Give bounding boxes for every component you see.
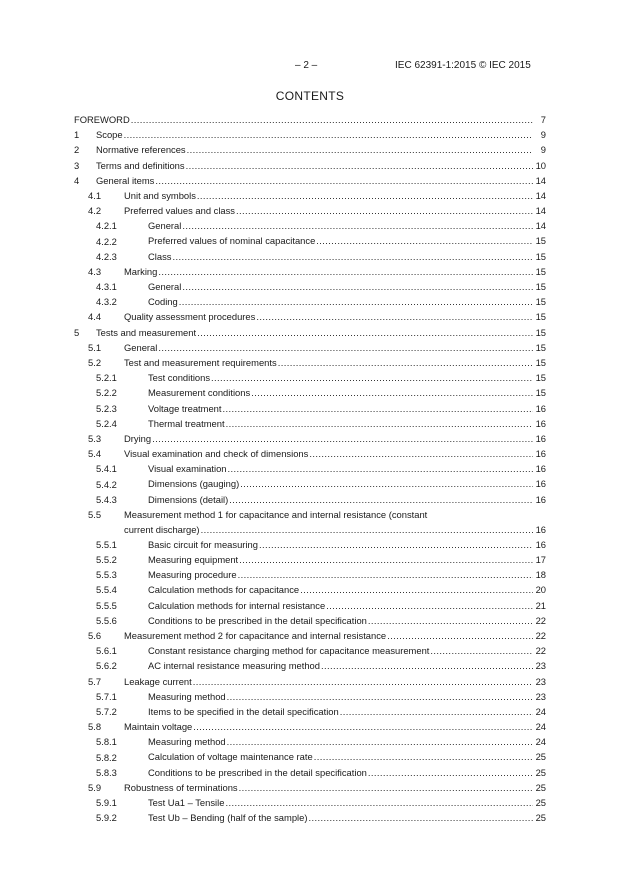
toc-entry-number: 1 <box>74 129 80 141</box>
toc-entry-page: 15 <box>535 265 546 277</box>
toc-entry-number: 5.7.1 <box>96 690 117 702</box>
dot-leader <box>158 340 533 355</box>
dot-leader <box>239 780 533 795</box>
toc-entry-number: 4.3 <box>88 265 102 277</box>
toc-entry[interactable] <box>74 294 546 309</box>
dot-leader <box>236 203 533 218</box>
dot-leader <box>238 567 533 582</box>
toc-entry-page: 15 <box>535 356 546 368</box>
toc-entry[interactable] <box>74 234 546 249</box>
toc-entry[interactable] <box>74 158 546 173</box>
toc-entry-label: Unit and symbols <box>124 189 196 201</box>
toc-entry-label: Thermal treatment <box>148 417 225 429</box>
toc-entry-label: Voltage treatment <box>148 402 222 414</box>
toc-entry-page: 9 <box>540 129 546 141</box>
toc-entry-label: Measuring equipment <box>148 554 239 566</box>
dot-leader <box>387 628 533 643</box>
toc-entry-number: 5.4.3 <box>96 493 117 505</box>
toc-entry-page: 16 <box>535 478 546 490</box>
toc-entry[interactable] <box>74 401 546 416</box>
toc-entry-label: Measuring procedure <box>148 569 237 581</box>
toc-entry-label: Test Ub – Bending (half of the sample) <box>148 812 308 824</box>
toc-entry-number: 4.3.2 <box>96 296 117 308</box>
toc-entry[interactable] <box>74 218 546 233</box>
toc-entry-page: 15 <box>535 372 546 384</box>
toc-entry-number: 5.5.4 <box>96 584 117 596</box>
toc-entry[interactable] <box>74 416 546 431</box>
toc-entry-number: 5.5.6 <box>96 614 117 626</box>
toc-entry-label: Dimensions (gauging) <box>148 478 240 490</box>
toc-entry-label: Conditions to be prescribed in the detail specification <box>148 766 367 778</box>
toc-entry-page: 17 <box>535 554 546 566</box>
toc-entry-page: 15 <box>535 296 546 308</box>
toc-entry-label: Measuring method <box>148 736 226 748</box>
dot-leader <box>228 461 533 476</box>
toc-entry-number: 5.2.3 <box>96 402 117 414</box>
dot-leader <box>278 355 533 370</box>
toc-entry-label: Basic circuit for measuring <box>148 538 258 550</box>
toc-entry-page: 25 <box>535 766 546 778</box>
dot-leader <box>131 112 533 127</box>
toc-entry[interactable] <box>74 355 546 370</box>
document-reference: IEC 62391-1:2015 © IEC 2015 <box>395 60 531 71</box>
toc-entry-number: 4.2.1 <box>96 220 117 232</box>
toc-entry-label: Constant resistance charging method for capacitance measurement <box>148 645 430 657</box>
toc-entry-label: Measuring method <box>148 690 226 702</box>
dot-leader <box>172 249 533 264</box>
toc-entry-label: Conditions to be prescribed in the detail specification <box>148 614 367 626</box>
toc-entry-number: 5.5 <box>88 508 102 520</box>
toc-entry-number: 5.6 <box>88 630 102 641</box>
toc-entry-label: Normative references <box>96 144 186 156</box>
toc-entry-label: Calculation of voltage maintenance rate <box>148 751 313 763</box>
toc-entry[interactable] <box>74 264 546 279</box>
toc-entry-label: Scope <box>96 129 123 141</box>
dot-leader <box>182 218 533 233</box>
toc-entry-page: 15 <box>535 235 546 247</box>
toc-entry-label: Maintain voltage <box>124 721 193 733</box>
toc-entry[interactable] <box>74 643 546 658</box>
toc-entry[interactable] <box>74 188 546 203</box>
dot-leader <box>256 309 533 324</box>
toc-entry-page: 15 <box>535 341 546 353</box>
toc-entry[interactable] <box>74 765 546 780</box>
dot-leader <box>201 522 533 537</box>
toc-entry-page: 16 <box>535 417 546 429</box>
toc-entry-page: 25 <box>535 797 546 809</box>
toc-entry-page: 24 <box>535 705 546 717</box>
toc-entry-number: 4.2.3 <box>96 250 117 262</box>
dot-leader <box>222 401 533 416</box>
toc-entry-page: 20 <box>535 584 546 596</box>
toc-entry-number: 5.5.1 <box>96 538 117 550</box>
toc-entry[interactable] <box>74 112 546 127</box>
dot-leader <box>308 810 533 825</box>
toc-entry-number: 5.6.2 <box>96 660 117 672</box>
toc-entry-number: 5.9 <box>88 781 102 793</box>
toc-entry-page: 15 <box>535 326 546 338</box>
toc-entry[interactable] <box>74 582 546 597</box>
toc-entry-label: Leakage current <box>124 675 192 687</box>
toc-entry[interactable] <box>74 704 546 719</box>
toc-entry-page: 16 <box>535 432 546 444</box>
toc-entry[interactable] <box>74 173 546 188</box>
toc-entry[interactable] <box>74 340 546 355</box>
toc-entry-number: 5.4.2 <box>96 478 117 490</box>
dot-leader <box>251 385 533 400</box>
toc-entry-page: 22 <box>535 645 546 657</box>
toc-entry-page: 22 <box>535 614 546 626</box>
dot-leader <box>227 734 533 749</box>
toc-entry-label: Items to be specified in the detail specification <box>148 705 339 717</box>
toc-entry-label: Test Ua1 – Tensile <box>148 797 225 809</box>
dot-leader <box>197 188 533 203</box>
toc-entry[interactable] <box>74 203 546 218</box>
toc-entry-page: 14 <box>535 174 546 186</box>
dot-leader <box>155 173 533 188</box>
toc-entry-number: 5.8.2 <box>96 751 117 763</box>
toc-entry[interactable] <box>74 734 546 749</box>
toc-entry-label: Measurement conditions <box>148 387 251 399</box>
toc-entry-page: 23 <box>535 690 546 702</box>
toc-entry[interactable] <box>74 780 546 795</box>
toc-entry[interactable] <box>74 142 546 157</box>
toc-entry-number: 5.8.1 <box>96 736 117 748</box>
toc-entry[interactable] <box>74 810 546 825</box>
toc-entry-label: AC internal resistance measuring method <box>148 660 320 672</box>
toc-entry-number: 5.4 <box>88 448 102 460</box>
toc-entry-number: 5.2.4 <box>96 417 117 429</box>
toc-entry-label: Robustness of terminations <box>124 781 238 793</box>
toc-entry-page: 25 <box>535 781 546 793</box>
dot-leader <box>193 674 533 689</box>
toc-entry-page: 23 <box>535 660 546 672</box>
toc-entry-label: Quality assessment procedures <box>124 311 256 323</box>
toc-entry-page: 14 <box>535 189 546 201</box>
toc-entry-page: 15 <box>535 387 546 399</box>
table-of-contents <box>74 112 546 825</box>
dot-leader <box>239 552 533 567</box>
toc-entry-label: Calculation methods for internal resistance <box>148 599 326 611</box>
toc-entry[interactable] <box>74 370 546 385</box>
toc-entry[interactable] <box>74 446 546 461</box>
toc-entry[interactable] <box>74 385 546 400</box>
toc-entry-number: 5.3 <box>88 432 102 444</box>
toc-entry[interactable] <box>74 689 546 704</box>
toc-entry-number: 5.2.1 <box>96 372 117 384</box>
toc-entry-number: 5.9.1 <box>96 797 117 809</box>
toc-entry-label: General <box>148 281 182 293</box>
page-number: – 2 – <box>295 60 318 71</box>
toc-entry-label: Marking <box>124 265 158 277</box>
toc-entry[interactable] <box>74 279 546 294</box>
toc-entry[interactable] <box>74 537 546 552</box>
toc-entry-label: General <box>124 341 158 353</box>
toc-entry-label: Visual examination and check of dimensions <box>124 448 309 460</box>
toc-entry-label: Coding <box>148 296 178 308</box>
toc-entry-page: 21 <box>535 599 546 611</box>
toc-entry-page: 16 <box>535 523 546 535</box>
toc-entry-page: 16 <box>535 463 546 475</box>
dot-leader <box>340 704 533 719</box>
toc-entry[interactable] <box>74 431 546 446</box>
toc-entry-page: 25 <box>535 812 546 824</box>
toc-entry-label: FOREWORD <box>74 113 130 125</box>
toc-entry-number: 5.5.5 <box>96 599 117 611</box>
toc-entry-number: 2 <box>74 144 80 156</box>
toc-entry-label: Calculation methods for capacitance <box>148 584 300 596</box>
toc-entry[interactable] <box>74 750 546 765</box>
toc-entry[interactable] <box>74 507 546 537</box>
toc-entry-page: 16 <box>535 448 546 460</box>
toc-entry-page: 15 <box>535 250 546 262</box>
toc-entry[interactable] <box>74 658 546 673</box>
dot-leader <box>186 158 533 173</box>
toc-entry[interactable] <box>74 628 546 643</box>
toc-entry[interactable] <box>74 674 546 689</box>
toc-entry-label: General <box>148 220 182 232</box>
toc-entry-number: 4 <box>74 174 80 186</box>
dot-leader <box>211 370 533 385</box>
toc-entry-page: 24 <box>535 736 546 748</box>
toc-entry-number: 4.2.2 <box>96 235 117 247</box>
toc-entry[interactable] <box>74 567 546 582</box>
toc-entry-label: Test conditions <box>148 372 211 384</box>
dot-leader <box>158 264 533 279</box>
toc-entry-number: 3 <box>74 159 80 171</box>
toc-entry-number: 5.6.1 <box>96 645 117 657</box>
dot-leader <box>326 598 533 613</box>
toc-entry[interactable] <box>74 719 546 734</box>
toc-entry-number: 5.9.2 <box>96 812 117 824</box>
toc-entry-label: General items <box>96 174 155 186</box>
toc-entry-page: 16 <box>535 538 546 550</box>
toc-entry[interactable] <box>74 552 546 567</box>
dot-leader <box>197 325 533 340</box>
toc-entry-page: 14 <box>535 220 546 232</box>
toc-entry-label: Dimensions (detail) <box>148 493 229 505</box>
toc-entry-page: 18 <box>535 569 546 581</box>
dot-leader <box>124 127 533 142</box>
toc-entry-label: Tests and measurement <box>96 326 197 338</box>
toc-entry-number: 5.8 <box>88 721 102 733</box>
dot-leader <box>321 658 533 673</box>
toc-entry-page: 23 <box>535 675 546 687</box>
toc-entry-page: 16 <box>535 493 546 505</box>
toc-entry-page: 24 <box>535 721 546 733</box>
toc-entry-number: 5.8.3 <box>96 766 117 778</box>
toc-entry-label: Preferred values of nominal capacitance <box>148 235 316 247</box>
dot-leader <box>225 795 533 810</box>
toc-entry-label: Test and measurement requirements <box>124 356 277 368</box>
toc-entry-number: 5 <box>74 326 80 338</box>
toc-entry-page: 22 <box>535 629 546 641</box>
toc-entry-number: 5.2.2 <box>96 387 117 399</box>
toc-entry-number: 5.1 <box>88 341 102 353</box>
toc-entry[interactable] <box>74 309 546 324</box>
toc-entry-number: 5.2 <box>88 357 102 368</box>
dot-leader <box>368 765 533 780</box>
dot-leader <box>430 643 533 658</box>
toc-entry-label: Measurement method 2 for capacitance and internal resistance <box>124 629 387 641</box>
toc-entry-label: Measurement method 1 for capacitance and internal resistance (constant <box>124 508 428 520</box>
toc-entry-label: Class <box>148 250 172 262</box>
toc-entry-label: Preferred values and class <box>124 205 235 217</box>
toc-entry-page: 15 <box>535 311 546 323</box>
toc-entry-label: Terms and definitions <box>96 159 185 171</box>
dot-leader <box>229 492 533 507</box>
dot-leader <box>193 719 533 734</box>
dot-leader <box>368 613 533 628</box>
toc-entry[interactable] <box>74 795 546 810</box>
toc-entry-label: Drying <box>124 432 152 444</box>
toc-entry-number: 4.1 <box>88 189 102 201</box>
toc-entry-number: 4.4 <box>88 311 102 323</box>
toc-entry[interactable] <box>74 492 546 507</box>
dot-leader <box>187 142 533 157</box>
contents-title: CONTENTS <box>275 89 345 103</box>
toc-entry-number: 5.7 <box>88 675 102 687</box>
toc-entry[interactable] <box>74 127 546 142</box>
dot-leader <box>314 749 533 764</box>
toc-entry-number: 5.5.3 <box>96 569 117 581</box>
toc-entry-label-continued: current discharge) <box>124 523 200 535</box>
toc-entry[interactable] <box>74 613 546 628</box>
dot-leader <box>182 279 533 294</box>
toc-entry-number: 5.5.2 <box>96 554 117 566</box>
toc-entry[interactable] <box>74 249 546 264</box>
toc-entry-page: 14 <box>535 205 546 217</box>
toc-entry-number: 4.3.1 <box>96 281 117 293</box>
toc-entry-number: 5.7.2 <box>96 705 117 717</box>
dot-leader <box>152 431 533 446</box>
toc-entry-page: 7 <box>540 113 546 125</box>
toc-entry-label: Visual examination <box>148 463 227 475</box>
toc-entry[interactable] <box>74 461 546 476</box>
toc-entry-number: 4.2 <box>88 205 102 217</box>
toc-entry-number: 5.4.1 <box>96 463 117 475</box>
toc-entry-page: 10 <box>535 159 546 171</box>
toc-entry[interactable] <box>74 325 546 340</box>
toc-entry-page: 15 <box>535 281 546 293</box>
dot-leader <box>316 233 533 248</box>
toc-entry[interactable] <box>74 477 546 492</box>
dot-leader <box>226 416 533 431</box>
dot-leader <box>179 294 533 309</box>
dot-leader <box>309 446 533 461</box>
dot-leader <box>227 689 533 704</box>
toc-entry-page: 16 <box>535 402 546 414</box>
toc-entry-page: 25 <box>535 751 546 763</box>
dot-leader <box>259 537 533 552</box>
toc-entry[interactable] <box>74 598 546 613</box>
toc-entry-page: 9 <box>540 144 546 156</box>
dot-leader <box>240 476 533 491</box>
dot-leader <box>300 582 533 597</box>
